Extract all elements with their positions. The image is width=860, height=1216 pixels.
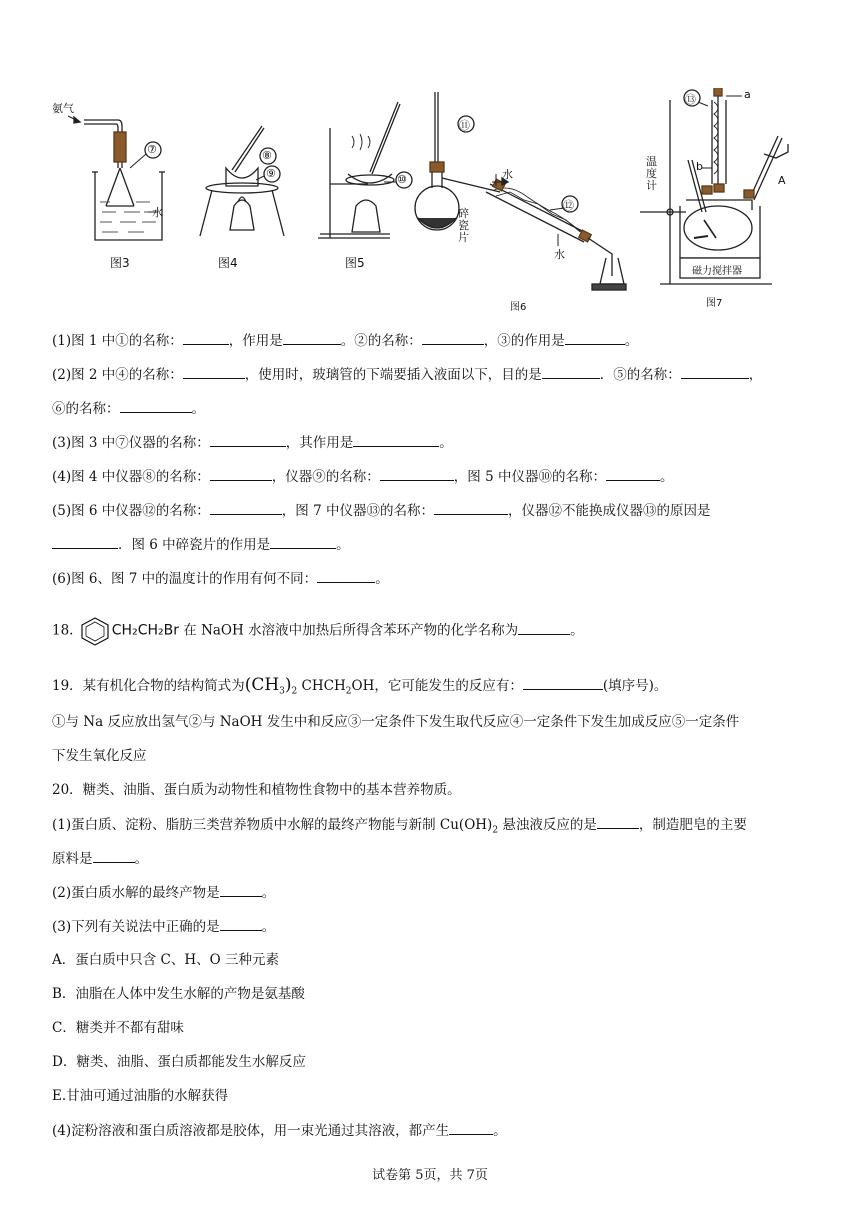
q20-part1-line2: 原料是 。: [52, 848, 832, 869]
answer-blank[interactable]: [210, 500, 282, 515]
label-thermometer: 温度计: [646, 155, 657, 192]
answer-blank[interactable]: [210, 466, 272, 481]
fig5-drawing: [318, 102, 412, 238]
q17-line-8: (6)图 6、图 7 中的温度计的作用有何不同： 。: [52, 568, 832, 589]
label-A: A: [778, 174, 786, 187]
caption-fig3: 图3: [110, 256, 130, 270]
fig7-drawing: [640, 88, 788, 284]
label-broken-porcelain: 碎瓷片: [458, 207, 469, 244]
q20-part3: (3)下列有关说法中正确的是 。: [52, 916, 832, 937]
answer-blank[interactable]: [518, 620, 570, 635]
label-n11: ⑪: [459, 119, 470, 132]
q19-options-2: 下发生氧化反应: [52, 748, 147, 764]
caption-fig6: 图6: [510, 302, 527, 313]
answer-blank[interactable]: [220, 882, 262, 897]
q17-line-5: (4)图 4 中仪器⑧的名称： ，仪器⑨的名称： ，图 5 中仪器⑩的名称： 。: [52, 466, 832, 487]
answer-blank[interactable]: [93, 848, 135, 863]
answer-blank[interactable]: [597, 814, 639, 829]
label-b: b: [696, 160, 703, 173]
answer-blank[interactable]: [210, 432, 286, 447]
label-n8: ⑧: [262, 149, 272, 162]
q18-struct: CH₂CH₂Br: [111, 622, 179, 639]
q17-line-3: ⑥的名称： 。: [52, 398, 832, 419]
label-n13: ⑬: [685, 93, 696, 106]
q19-stem: 19．某有机化合物的结构简式为$(CH_3)_2$ $CHCH_2OH$，它可能发生的反应有： (填序号)。: [52, 675, 668, 697]
q17-line-6: (5)图 6 中仪器⑫的名称： ，图 7 中仪器⑬的名称： ，仪器⑫不能换成仪器⑬的原因是: [52, 500, 832, 521]
caption-fig4: 图4: [218, 256, 238, 270]
answer-blank[interactable]: [606, 466, 660, 481]
answer-blank[interactable]: [681, 364, 749, 379]
q20-option-d: D．糖类、油脂、蛋白质都能发生水解反应: [52, 1054, 306, 1070]
answer-blank[interactable]: [565, 330, 625, 345]
label-n10: ⑩: [397, 173, 407, 186]
label-water-in: 水: [502, 168, 513, 181]
q18: 18. CH₂CH₂Br 在 NaOH 水溶液中加热后所得含苯环产物的化学名称为 。: [52, 616, 832, 642]
q17-line-7: ．图 6 中碎瓷片的作用是 。: [52, 534, 832, 555]
q17-line-4: (3)图 3 中⑦仪器的名称： ，其作用是 。: [52, 432, 832, 453]
apparatus-figures: [40, 88, 830, 318]
answer-blank[interactable]: [449, 1120, 493, 1135]
label-water-beaker: 水: [152, 206, 163, 219]
label-stirrer: 磁力搅拌器: [692, 266, 742, 277]
answer-blank[interactable]: [422, 330, 484, 345]
answer-blank[interactable]: [317, 568, 375, 583]
fig3-drawing: [68, 116, 165, 240]
benzene-ring-icon: [78, 616, 112, 646]
fig6-drawing: [415, 92, 626, 290]
label-a: a: [744, 88, 751, 101]
q20-part2: (2)蛋白质水解的最终产物是 。: [52, 882, 832, 903]
q19-options-1: ①与 Na 反应放出氢气②与 NaOH 发生中和反应③一定条件下发生取代反应④一定条件下发生加成反应⑤一定条件: [52, 714, 740, 730]
q20-option-b: B．油脂在人体中发生水解的产物是氨基酸: [52, 986, 305, 1002]
label-n7: ⑦: [147, 143, 157, 156]
answer-blank[interactable]: [270, 534, 336, 549]
q20-option-e: E.甘油可通过油脂的水解获得: [52, 1088, 229, 1104]
q20-option-a: A．蛋白质中只含 C、H、O 三种元素: [52, 952, 280, 968]
q17-line-2: (2)图 2 中④的名称： ，使用时，玻璃管的下端要插入液面以下，目的是 ．⑤的名称： ，: [52, 364, 832, 385]
answer-blank[interactable]: [183, 330, 229, 345]
answer-blank[interactable]: [434, 500, 508, 515]
q20-title: 20．糖类、油脂、蛋白质为动物性和植物性食物中的基本营养物质。: [52, 782, 461, 798]
page-footer: 试卷第 5页，共 7页: [372, 1168, 488, 1183]
label-n9: ⑨: [266, 167, 276, 180]
answer-blank[interactable]: [542, 364, 600, 379]
caption-fig5: 图5: [345, 256, 365, 270]
q20-part1-line1: (1)蛋白质、淀粉、脂肪三类营养物质中水解的最终产物能与新制 $Cu(OH)_2$ 悬浊液反应的是 ，制造肥皂的主要: [52, 814, 832, 841]
answer-blank[interactable]: [183, 364, 245, 379]
label-n12: ⑫: [563, 199, 574, 212]
answer-blank[interactable]: [353, 432, 439, 447]
apparatus-drawings: [40, 88, 830, 318]
answer-blank[interactable]: [220, 916, 262, 931]
q20-part4: (4)淀粉溶液和蛋白质溶液都是胶体，用一束光通过其溶液，都产生 。: [52, 1120, 832, 1141]
fig4-drawing: [200, 126, 284, 236]
q17-line-1: (1)图 1 中①的名称： ，作用是 。②的名称： ，③的作用是 。: [52, 330, 832, 351]
label-ammonia: 氨气: [52, 102, 74, 115]
answer-blank[interactable]: [52, 534, 118, 549]
answer-blank[interactable]: [380, 466, 454, 481]
answer-blank[interactable]: [523, 675, 603, 690]
label-water-out: 水: [554, 248, 565, 261]
answer-blank[interactable]: [120, 398, 192, 413]
q20-option-c: C．糖类并不都有甜味: [52, 1020, 184, 1036]
caption-fig7: 图7: [706, 298, 723, 309]
answer-blank[interactable]: [283, 330, 341, 345]
